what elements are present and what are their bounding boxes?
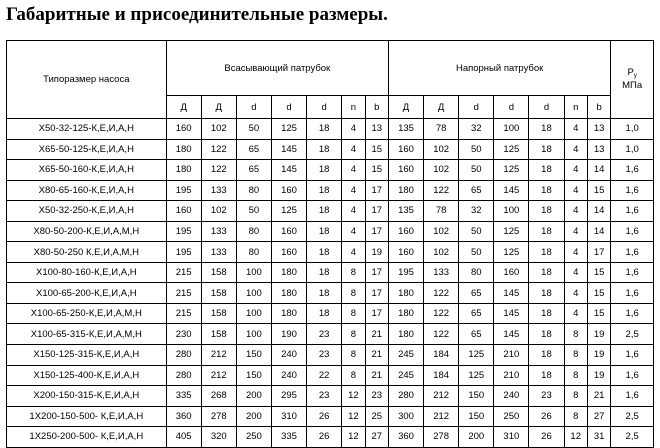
value-cell: 80 bbox=[236, 180, 271, 201]
value-cell: 320 bbox=[201, 427, 236, 448]
value-cell: 145 bbox=[494, 283, 529, 304]
value-cell: 210 bbox=[494, 345, 529, 366]
value-cell: 150 bbox=[236, 365, 271, 386]
value-cell: 8 bbox=[342, 283, 365, 304]
value-cell: 4 bbox=[342, 160, 365, 181]
value-cell: 245 bbox=[388, 365, 423, 386]
value-cell: 21 bbox=[365, 324, 388, 345]
value-cell: 4 bbox=[564, 242, 587, 263]
header-pressure-subscript: у bbox=[633, 73, 637, 79]
value-cell: 158 bbox=[201, 303, 236, 324]
table-row bbox=[7, 345, 654, 366]
value-cell: 4 bbox=[564, 303, 587, 324]
subheader-cell: Д bbox=[166, 96, 201, 119]
value-cell: 15 bbox=[365, 139, 388, 160]
value-cell: 133 bbox=[201, 242, 236, 263]
value-cell: 135 bbox=[388, 201, 423, 222]
value-cell: 18 bbox=[529, 365, 564, 386]
value-cell: 150 bbox=[459, 386, 494, 407]
subheader-cell: b bbox=[587, 96, 610, 119]
value-cell: 180 bbox=[388, 303, 423, 324]
value-cell: 215 bbox=[166, 283, 201, 304]
value-cell: 18 bbox=[529, 180, 564, 201]
value-cell: 1,6 bbox=[611, 386, 654, 407]
value-cell: 23 bbox=[529, 386, 564, 407]
pump-model-cell: Х80-50-200-К,Е,И,А,М,Н bbox=[7, 221, 167, 242]
value-cell: 32 bbox=[459, 201, 494, 222]
value-cell: 13 bbox=[365, 119, 388, 140]
value-cell: 122 bbox=[424, 303, 459, 324]
value-cell: 21 bbox=[587, 386, 610, 407]
value-cell: 17 bbox=[365, 201, 388, 222]
value-cell: 8 bbox=[342, 303, 365, 324]
value-cell: 4 bbox=[564, 180, 587, 201]
table-row bbox=[7, 119, 654, 140]
value-cell: 125 bbox=[271, 201, 306, 222]
table-row bbox=[7, 160, 654, 181]
value-cell: 8 bbox=[342, 262, 365, 283]
value-cell: 8 bbox=[564, 365, 587, 386]
value-cell: 26 bbox=[307, 406, 342, 427]
value-cell: 2,5 bbox=[611, 427, 654, 448]
value-cell: 180 bbox=[388, 283, 423, 304]
value-cell: 12 bbox=[342, 386, 365, 407]
value-cell: 125 bbox=[459, 345, 494, 366]
value-cell: 1,6 bbox=[611, 365, 654, 386]
subheader-cell: d bbox=[459, 96, 494, 119]
value-cell: 122 bbox=[201, 139, 236, 160]
value-cell: 195 bbox=[388, 262, 423, 283]
value-cell: 8 bbox=[342, 365, 365, 386]
value-cell: 102 bbox=[424, 221, 459, 242]
value-cell: 1,6 bbox=[611, 242, 654, 263]
table-row bbox=[7, 324, 654, 345]
pump-model-cell: Х150-125-315-К,Е,И,А,Н bbox=[7, 345, 167, 366]
value-cell: 190 bbox=[271, 324, 306, 345]
value-cell: 122 bbox=[201, 160, 236, 181]
value-cell: 360 bbox=[166, 406, 201, 427]
value-cell: 19 bbox=[587, 324, 610, 345]
value-cell: 160 bbox=[271, 180, 306, 201]
value-cell: 8 bbox=[342, 324, 365, 345]
value-cell: 23 bbox=[307, 345, 342, 366]
value-cell: 50 bbox=[459, 139, 494, 160]
table-row bbox=[7, 283, 654, 304]
value-cell: 15 bbox=[587, 180, 610, 201]
value-cell: 100 bbox=[236, 303, 271, 324]
value-cell: 4 bbox=[342, 139, 365, 160]
value-cell: 100 bbox=[236, 283, 271, 304]
subheader-cell: n bbox=[564, 96, 587, 119]
value-cell: 50 bbox=[459, 242, 494, 263]
header-pump-type: Типоразмер насоса bbox=[7, 41, 167, 119]
value-cell: 4 bbox=[564, 160, 587, 181]
value-cell: 78 bbox=[424, 119, 459, 140]
value-cell: 18 bbox=[529, 283, 564, 304]
value-cell: 212 bbox=[424, 406, 459, 427]
table-row bbox=[7, 262, 654, 283]
value-cell: 102 bbox=[201, 201, 236, 222]
value-cell: 184 bbox=[424, 345, 459, 366]
value-cell: 15 bbox=[587, 262, 610, 283]
value-cell: 23 bbox=[307, 324, 342, 345]
dimensions-table bbox=[6, 40, 654, 448]
value-cell: 14 bbox=[587, 201, 610, 222]
value-cell: 100 bbox=[494, 119, 529, 140]
value-cell: 50 bbox=[236, 201, 271, 222]
subheader-cell: n bbox=[342, 96, 365, 119]
value-cell: 200 bbox=[236, 406, 271, 427]
value-cell: 65 bbox=[459, 283, 494, 304]
value-cell: 1,6 bbox=[611, 345, 654, 366]
value-cell: 1,6 bbox=[611, 180, 654, 201]
subheader-cell: d bbox=[307, 96, 342, 119]
value-cell: 268 bbox=[201, 386, 236, 407]
value-cell: 78 bbox=[424, 201, 459, 222]
value-cell: 19 bbox=[587, 365, 610, 386]
value-cell: 160 bbox=[271, 242, 306, 263]
value-cell: 240 bbox=[271, 365, 306, 386]
value-cell: 4 bbox=[564, 221, 587, 242]
table-row bbox=[7, 386, 654, 407]
value-cell: 12 bbox=[342, 406, 365, 427]
value-cell: 12 bbox=[342, 427, 365, 448]
value-cell: 180 bbox=[388, 324, 423, 345]
value-cell: 17 bbox=[587, 242, 610, 263]
value-cell: 22 bbox=[307, 365, 342, 386]
value-cell: 180 bbox=[166, 139, 201, 160]
subheader-cell: Д bbox=[424, 96, 459, 119]
value-cell: 27 bbox=[587, 406, 610, 427]
value-cell: 4 bbox=[564, 139, 587, 160]
subheader-cell: d bbox=[271, 96, 306, 119]
value-cell: 102 bbox=[201, 119, 236, 140]
value-cell: 250 bbox=[236, 427, 271, 448]
value-cell: 13 bbox=[587, 119, 610, 140]
header-suction-nozzle: Всасывающий патрубок bbox=[166, 41, 388, 96]
pump-model-cell: Х150-125-400-К,Е,И,А,Н bbox=[7, 365, 167, 386]
subheader-cell: Д bbox=[388, 96, 423, 119]
value-cell: 18 bbox=[307, 180, 342, 201]
value-cell: 310 bbox=[494, 427, 529, 448]
value-cell: 145 bbox=[494, 324, 529, 345]
value-cell: 18 bbox=[307, 221, 342, 242]
value-cell: 15 bbox=[587, 303, 610, 324]
value-cell: 8 bbox=[342, 345, 365, 366]
value-cell: 18 bbox=[307, 160, 342, 181]
value-cell: 80 bbox=[236, 221, 271, 242]
pump-model-cell: 1Х200-150-500- К,Е,И,А,Н bbox=[7, 406, 167, 427]
value-cell: 17 bbox=[365, 303, 388, 324]
header-pressure-letter: P bbox=[627, 67, 634, 78]
value-cell: 133 bbox=[201, 180, 236, 201]
value-cell: 14 bbox=[587, 160, 610, 181]
value-cell: 102 bbox=[424, 160, 459, 181]
value-cell: 102 bbox=[424, 242, 459, 263]
value-cell: 13 bbox=[587, 139, 610, 160]
value-cell: 125 bbox=[459, 365, 494, 386]
value-cell: 335 bbox=[166, 386, 201, 407]
value-cell: 32 bbox=[459, 119, 494, 140]
subheader-cell: Д bbox=[201, 96, 236, 119]
value-cell: 18 bbox=[529, 139, 564, 160]
pump-model-cell: Х50-32-125-К,Е,И,А,Н bbox=[7, 119, 167, 140]
value-cell: 280 bbox=[388, 386, 423, 407]
value-cell: 1,6 bbox=[611, 160, 654, 181]
table-row bbox=[7, 242, 654, 263]
value-cell: 2,5 bbox=[611, 324, 654, 345]
value-cell: 4 bbox=[342, 180, 365, 201]
value-cell: 2,5 bbox=[611, 406, 654, 427]
value-cell: 26 bbox=[529, 406, 564, 427]
table-row bbox=[7, 201, 654, 222]
value-cell: 17 bbox=[365, 262, 388, 283]
value-cell: 100 bbox=[236, 262, 271, 283]
value-cell: 65 bbox=[236, 160, 271, 181]
value-cell: 26 bbox=[529, 427, 564, 448]
table-body bbox=[7, 119, 654, 448]
value-cell: 145 bbox=[271, 139, 306, 160]
value-cell: 195 bbox=[166, 242, 201, 263]
header-discharge-nozzle: Напорный патрубок bbox=[388, 41, 610, 96]
pump-model-cell: Х100-65-250-К,Е,И,А,М,Н bbox=[7, 303, 167, 324]
value-cell: 15 bbox=[587, 283, 610, 304]
value-cell: 160 bbox=[166, 119, 201, 140]
subheader-cell: d bbox=[529, 96, 564, 119]
table-row bbox=[7, 365, 654, 386]
value-cell: 4 bbox=[564, 262, 587, 283]
value-cell: 50 bbox=[459, 221, 494, 242]
value-cell: 125 bbox=[494, 242, 529, 263]
value-cell: 278 bbox=[424, 427, 459, 448]
value-cell: 100 bbox=[494, 201, 529, 222]
value-cell: 158 bbox=[201, 324, 236, 345]
value-cell: 200 bbox=[459, 427, 494, 448]
value-cell: 50 bbox=[236, 119, 271, 140]
pump-model-cell: Х100-65-200-К,Е,И,А,Н bbox=[7, 283, 167, 304]
pump-model-cell: Х100-65-315-К,Е,И,А,М,Н bbox=[7, 324, 167, 345]
value-cell: 18 bbox=[307, 303, 342, 324]
subheader-cell: d bbox=[494, 96, 529, 119]
value-cell: 160 bbox=[388, 242, 423, 263]
table-row bbox=[7, 221, 654, 242]
value-cell: 12 bbox=[564, 427, 587, 448]
table-row bbox=[7, 180, 654, 201]
pump-model-cell: Х80-65-160-К,Е,И,А,Н bbox=[7, 180, 167, 201]
value-cell: 1,0 bbox=[611, 139, 654, 160]
value-cell: 4 bbox=[564, 283, 587, 304]
value-cell: 1,6 bbox=[611, 283, 654, 304]
value-cell: 310 bbox=[271, 406, 306, 427]
value-cell: 180 bbox=[271, 262, 306, 283]
value-cell: 125 bbox=[494, 139, 529, 160]
value-cell: 278 bbox=[201, 406, 236, 427]
value-cell: 21 bbox=[365, 345, 388, 366]
value-cell: 18 bbox=[307, 262, 342, 283]
value-cell: 212 bbox=[424, 386, 459, 407]
value-cell: 80 bbox=[459, 262, 494, 283]
header-pressure-unit: МПа bbox=[622, 80, 643, 91]
value-cell: 150 bbox=[236, 345, 271, 366]
value-cell: 8 bbox=[564, 324, 587, 345]
value-cell: 17 bbox=[365, 180, 388, 201]
value-cell: 212 bbox=[201, 345, 236, 366]
value-cell: 50 bbox=[459, 160, 494, 181]
value-cell: 18 bbox=[307, 242, 342, 263]
header-row bbox=[7, 41, 654, 96]
value-cell: 280 bbox=[166, 365, 201, 386]
pump-model-cell: 1Х250-200-500- К,Е,И,А,Н bbox=[7, 427, 167, 448]
value-cell: 180 bbox=[388, 180, 423, 201]
value-cell: 195 bbox=[166, 221, 201, 242]
value-cell: 184 bbox=[424, 365, 459, 386]
table-row bbox=[7, 303, 654, 324]
value-cell: 17 bbox=[365, 283, 388, 304]
value-cell: 122 bbox=[424, 180, 459, 201]
value-cell: 18 bbox=[307, 283, 342, 304]
value-cell: 160 bbox=[388, 139, 423, 160]
value-cell: 160 bbox=[494, 262, 529, 283]
value-cell: 8 bbox=[564, 345, 587, 366]
value-cell: 18 bbox=[529, 242, 564, 263]
value-cell: 18 bbox=[307, 201, 342, 222]
value-cell: 65 bbox=[236, 139, 271, 160]
value-cell: 18 bbox=[307, 119, 342, 140]
table-row bbox=[7, 406, 654, 427]
value-cell: 18 bbox=[529, 160, 564, 181]
value-cell: 125 bbox=[494, 160, 529, 181]
value-cell: 160 bbox=[388, 221, 423, 242]
value-cell: 122 bbox=[424, 324, 459, 345]
value-cell: 4 bbox=[342, 242, 365, 263]
value-cell: 215 bbox=[166, 303, 201, 324]
value-cell: 8 bbox=[564, 386, 587, 407]
value-cell: 215 bbox=[166, 262, 201, 283]
value-cell: 18 bbox=[529, 262, 564, 283]
value-cell: 65 bbox=[459, 324, 494, 345]
value-cell: 1,6 bbox=[611, 262, 654, 283]
value-cell: 160 bbox=[271, 221, 306, 242]
value-cell: 133 bbox=[424, 262, 459, 283]
header-pressure bbox=[611, 41, 654, 119]
value-cell: 210 bbox=[494, 365, 529, 386]
value-cell: 360 bbox=[388, 427, 423, 448]
subheader-cell: d bbox=[236, 96, 271, 119]
value-cell: 18 bbox=[529, 221, 564, 242]
value-cell: 65 bbox=[459, 180, 494, 201]
value-cell: 245 bbox=[388, 345, 423, 366]
value-cell: 1,6 bbox=[611, 303, 654, 324]
value-cell: 158 bbox=[201, 283, 236, 304]
pump-model-cell: Х50-32-250-К,Е,И,А,Н bbox=[7, 201, 167, 222]
value-cell: 125 bbox=[494, 221, 529, 242]
value-cell: 145 bbox=[494, 180, 529, 201]
value-cell: 17 bbox=[365, 221, 388, 242]
value-cell: 18 bbox=[307, 139, 342, 160]
pump-model-cell: Х80-50-250 К,Е,И,А,М,Н bbox=[7, 242, 167, 263]
value-cell: 25 bbox=[365, 406, 388, 427]
value-cell: 8 bbox=[564, 406, 587, 427]
value-cell: 19 bbox=[365, 242, 388, 263]
value-cell: 405 bbox=[166, 427, 201, 448]
value-cell: 160 bbox=[166, 201, 201, 222]
value-cell: 21 bbox=[365, 365, 388, 386]
value-cell: 31 bbox=[587, 427, 610, 448]
value-cell: 80 bbox=[236, 242, 271, 263]
value-cell: 250 bbox=[494, 406, 529, 427]
value-cell: 180 bbox=[271, 283, 306, 304]
value-cell: 295 bbox=[271, 386, 306, 407]
value-cell: 1,6 bbox=[611, 201, 654, 222]
value-cell: 1,6 bbox=[611, 221, 654, 242]
value-cell: 100 bbox=[236, 324, 271, 345]
subheader-cell: b bbox=[365, 96, 388, 119]
value-cell: 23 bbox=[307, 386, 342, 407]
value-cell: 23 bbox=[365, 386, 388, 407]
value-cell: 300 bbox=[388, 406, 423, 427]
value-cell: 240 bbox=[271, 345, 306, 366]
value-cell: 19 bbox=[587, 345, 610, 366]
value-cell: 180 bbox=[271, 303, 306, 324]
value-cell: 335 bbox=[271, 427, 306, 448]
value-cell: 200 bbox=[236, 386, 271, 407]
value-cell: 65 bbox=[459, 303, 494, 324]
value-cell: 135 bbox=[388, 119, 423, 140]
value-cell: 180 bbox=[166, 160, 201, 181]
pump-model-cell: Х100-80-160-К,Е,И,А,Н bbox=[7, 262, 167, 283]
value-cell: 145 bbox=[494, 303, 529, 324]
value-cell: 230 bbox=[166, 324, 201, 345]
value-cell: 18 bbox=[529, 345, 564, 366]
value-cell: 280 bbox=[166, 345, 201, 366]
value-cell: 27 bbox=[365, 427, 388, 448]
value-cell: 4 bbox=[342, 201, 365, 222]
value-cell: 133 bbox=[201, 221, 236, 242]
value-cell: 26 bbox=[307, 427, 342, 448]
value-cell: 18 bbox=[529, 201, 564, 222]
value-cell: 14 bbox=[587, 221, 610, 242]
value-cell: 145 bbox=[271, 160, 306, 181]
pump-model-cell: Х65-50-160-К,Е,И,А,Н bbox=[7, 160, 167, 181]
value-cell: 4 bbox=[342, 221, 365, 242]
value-cell: 122 bbox=[424, 283, 459, 304]
value-cell: 4 bbox=[342, 119, 365, 140]
pump-model-cell: Х65-50-125-К,Е,И,А,Н bbox=[7, 139, 167, 160]
value-cell: 4 bbox=[564, 119, 587, 140]
value-cell: 160 bbox=[388, 160, 423, 181]
value-cell: 102 bbox=[424, 139, 459, 160]
value-cell: 18 bbox=[529, 303, 564, 324]
table-row bbox=[7, 139, 654, 160]
value-cell: 1,0 bbox=[611, 119, 654, 140]
value-cell: 150 bbox=[459, 406, 494, 427]
value-cell: 18 bbox=[529, 324, 564, 345]
value-cell: 240 bbox=[494, 386, 529, 407]
value-cell: 18 bbox=[529, 119, 564, 140]
pump-model-cell: Х200-150-315-К,Е,И,А,Н bbox=[7, 386, 167, 407]
value-cell: 212 bbox=[201, 365, 236, 386]
page-title: Габаритные и присоединительные размеры. bbox=[6, 4, 388, 25]
value-cell: 4 bbox=[564, 201, 587, 222]
value-cell: 158 bbox=[201, 262, 236, 283]
value-cell: 195 bbox=[166, 180, 201, 201]
value-cell: 15 bbox=[365, 160, 388, 181]
value-cell: 125 bbox=[271, 119, 306, 140]
